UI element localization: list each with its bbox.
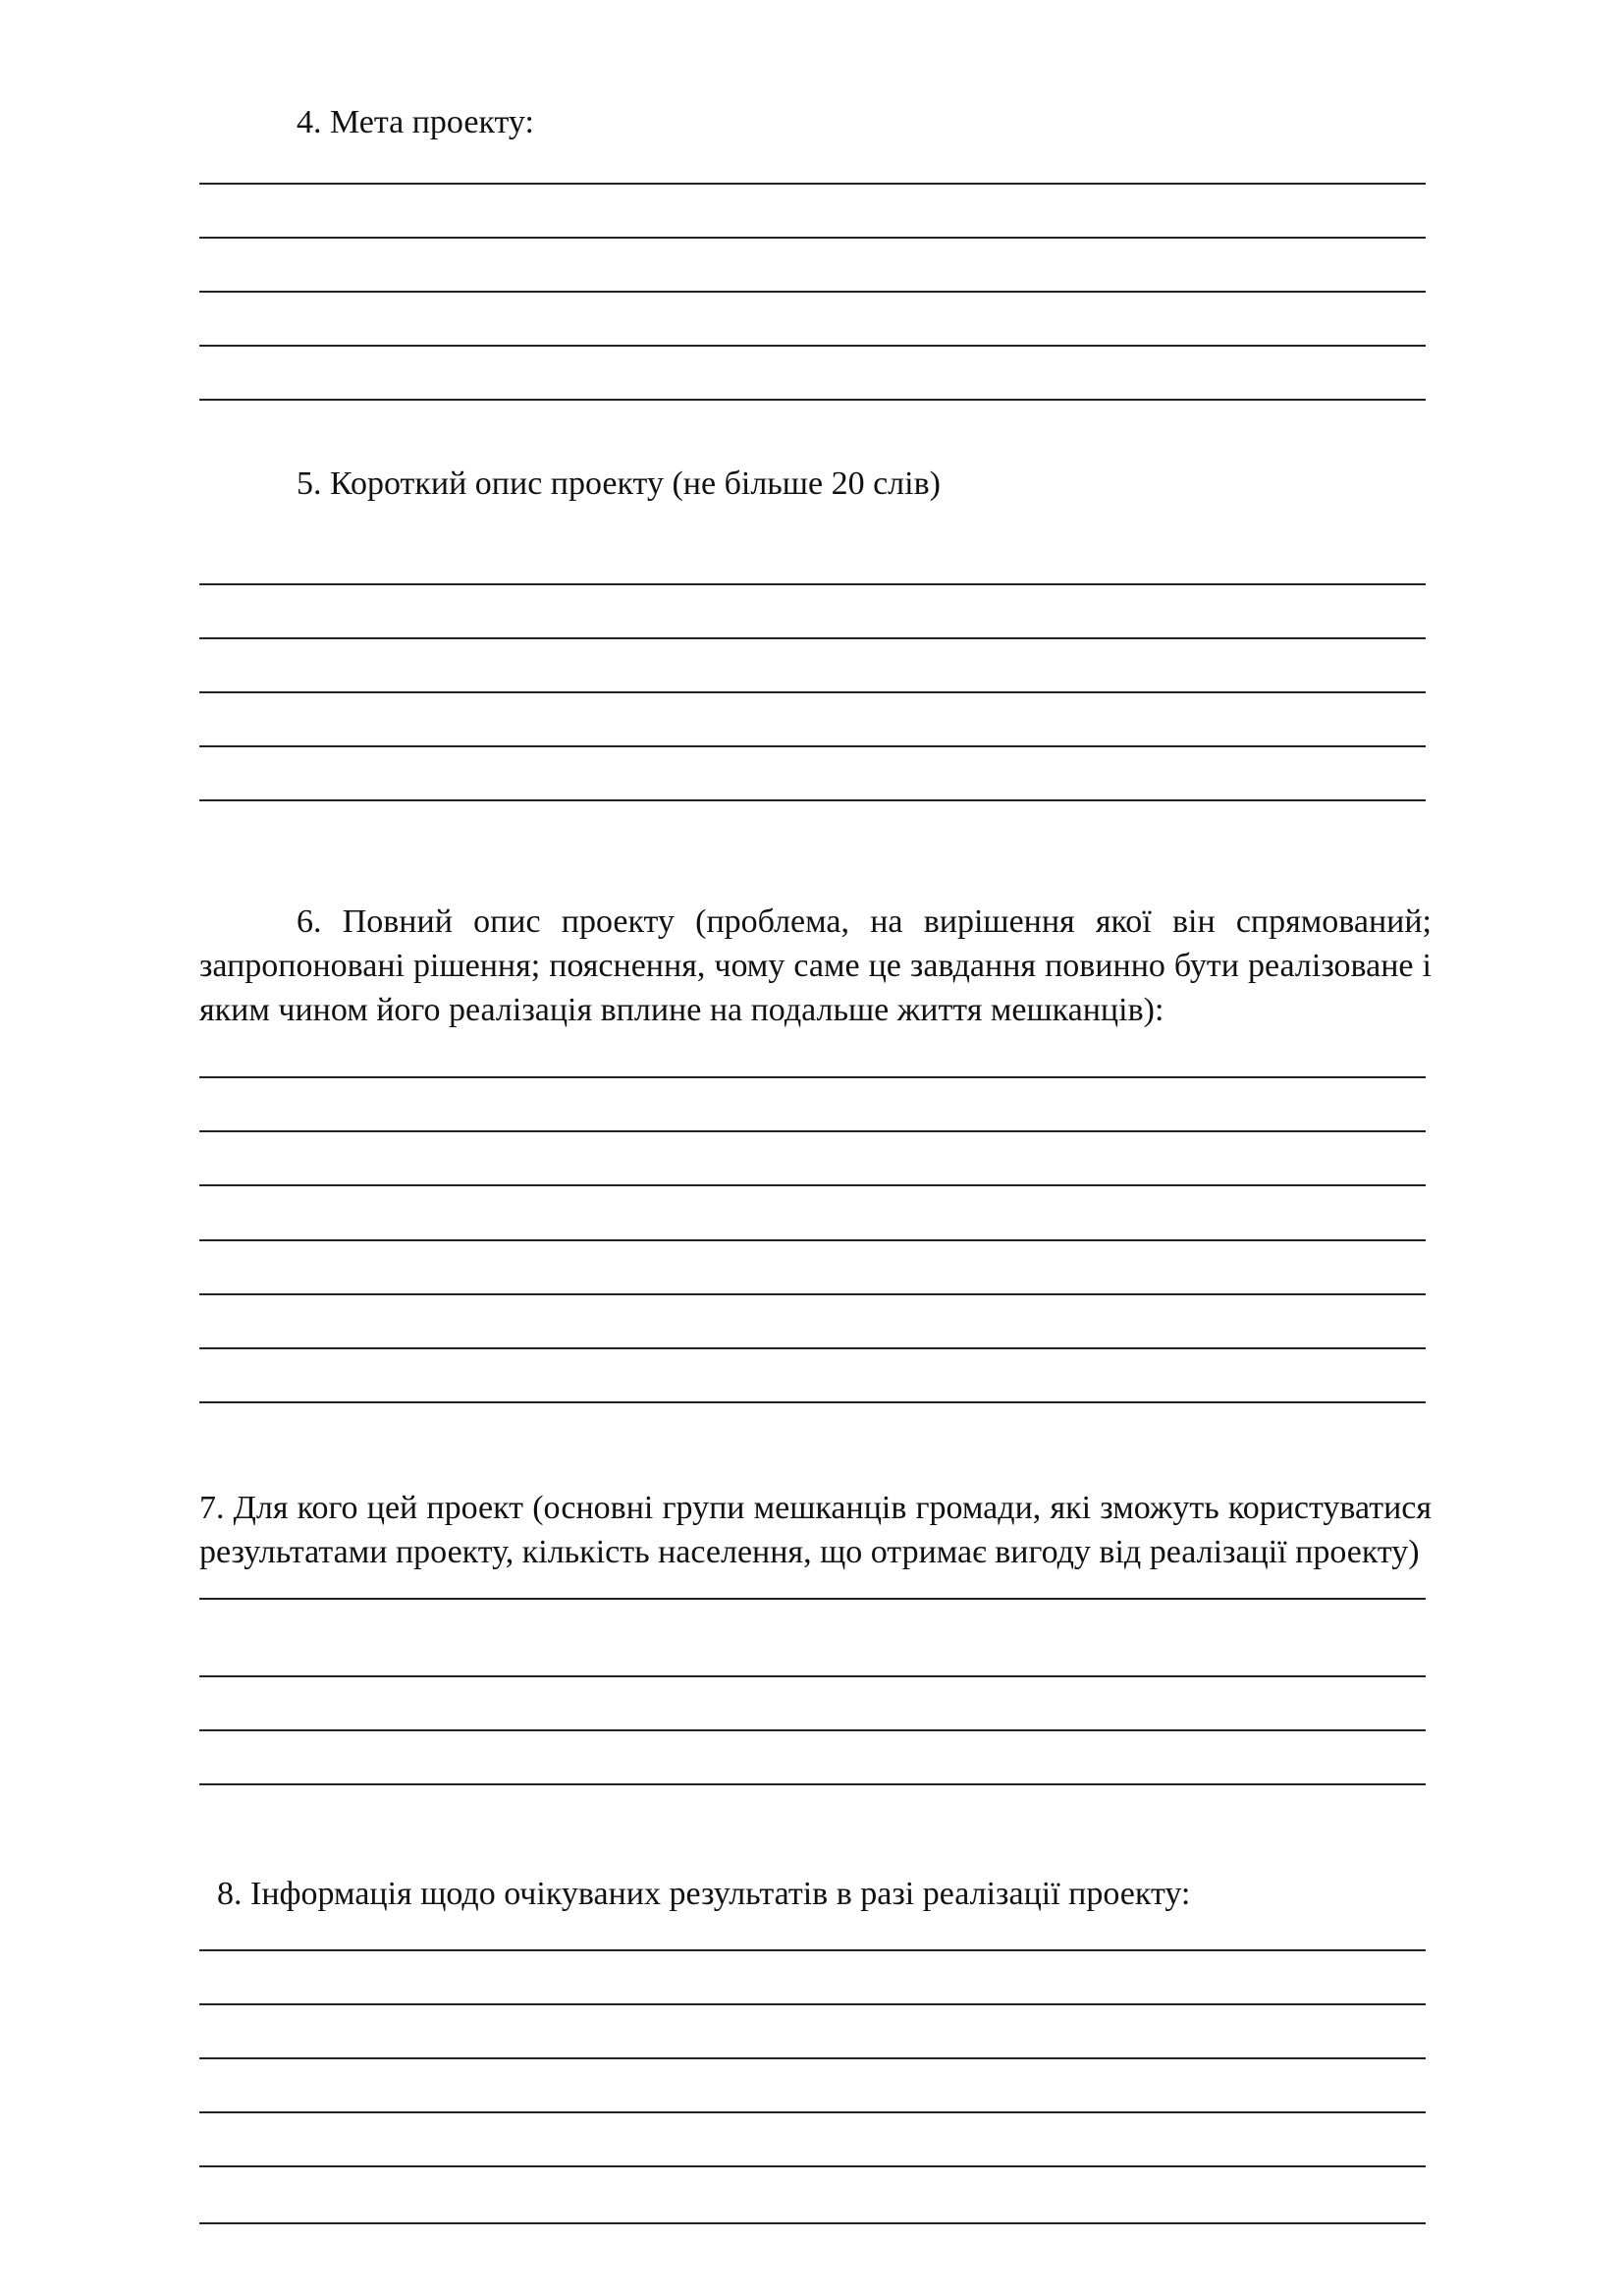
answer-line-5-1[interactable] bbox=[199, 583, 1426, 585]
answer-line-8-1[interactable] bbox=[199, 1949, 1426, 1951]
answer-line-4-4[interactable] bbox=[199, 345, 1426, 347]
section-8-heading: 8. Інформація щодо очікуваних результатів в разі реалізації проекту: bbox=[217, 1876, 1191, 1912]
answer-line-6-7[interactable] bbox=[199, 1401, 1426, 1403]
section-4-heading: 4. Мета проекту: bbox=[297, 104, 534, 140]
answer-line-8-6[interactable] bbox=[199, 2222, 1426, 2224]
answer-line-6-6[interactable] bbox=[199, 1347, 1426, 1349]
answer-line-4-2[interactable] bbox=[199, 237, 1426, 239]
answer-line-7-4[interactable] bbox=[199, 1783, 1426, 1785]
answer-line-8-3[interactable] bbox=[199, 2057, 1426, 2059]
answer-line-6-5[interactable] bbox=[199, 1293, 1426, 1295]
answer-line-6-2[interactable] bbox=[199, 1130, 1426, 1132]
section-5-heading: 5. Короткий опис проекту (не більше 20 слів) bbox=[297, 465, 941, 502]
section-6-heading: 6. Повний опис проекту (проблема, на вирішення якої він спрямований; запропоновані рішення; пояснення, чому саме це завдання повинно бути реалізоване і яким чином його реалізація вплине на подальше життя мешканців): bbox=[199, 903, 1432, 1028]
answer-line-5-2[interactable] bbox=[199, 637, 1426, 639]
answer-line-4-1[interactable] bbox=[199, 183, 1426, 185]
answer-line-5-5[interactable] bbox=[199, 799, 1426, 801]
answer-line-6-4[interactable] bbox=[199, 1239, 1426, 1241]
answer-line-8-5[interactable] bbox=[199, 2165, 1426, 2167]
answer-line-7-1[interactable] bbox=[199, 1598, 1426, 1600]
answer-line-6-3[interactable] bbox=[199, 1184, 1426, 1186]
answer-line-7-3[interactable] bbox=[199, 1729, 1426, 1731]
answer-line-7-2[interactable] bbox=[199, 1675, 1426, 1677]
answer-line-5-3[interactable] bbox=[199, 691, 1426, 693]
section-7-heading: 7. Для кого цей проект (основні групи мешканців громади, які зможуть користуватися результатами проекту, кількість населення, що отримає вигоду від реалізації проекту) bbox=[199, 1490, 1432, 1570]
answer-line-8-2[interactable] bbox=[199, 2003, 1426, 2005]
answer-line-4-3[interactable] bbox=[199, 291, 1426, 293]
answer-line-4-5[interactable] bbox=[199, 399, 1426, 401]
answer-line-5-4[interactable] bbox=[199, 745, 1426, 747]
answer-line-6-1[interactable] bbox=[199, 1076, 1426, 1078]
answer-line-8-4[interactable] bbox=[199, 2111, 1426, 2113]
